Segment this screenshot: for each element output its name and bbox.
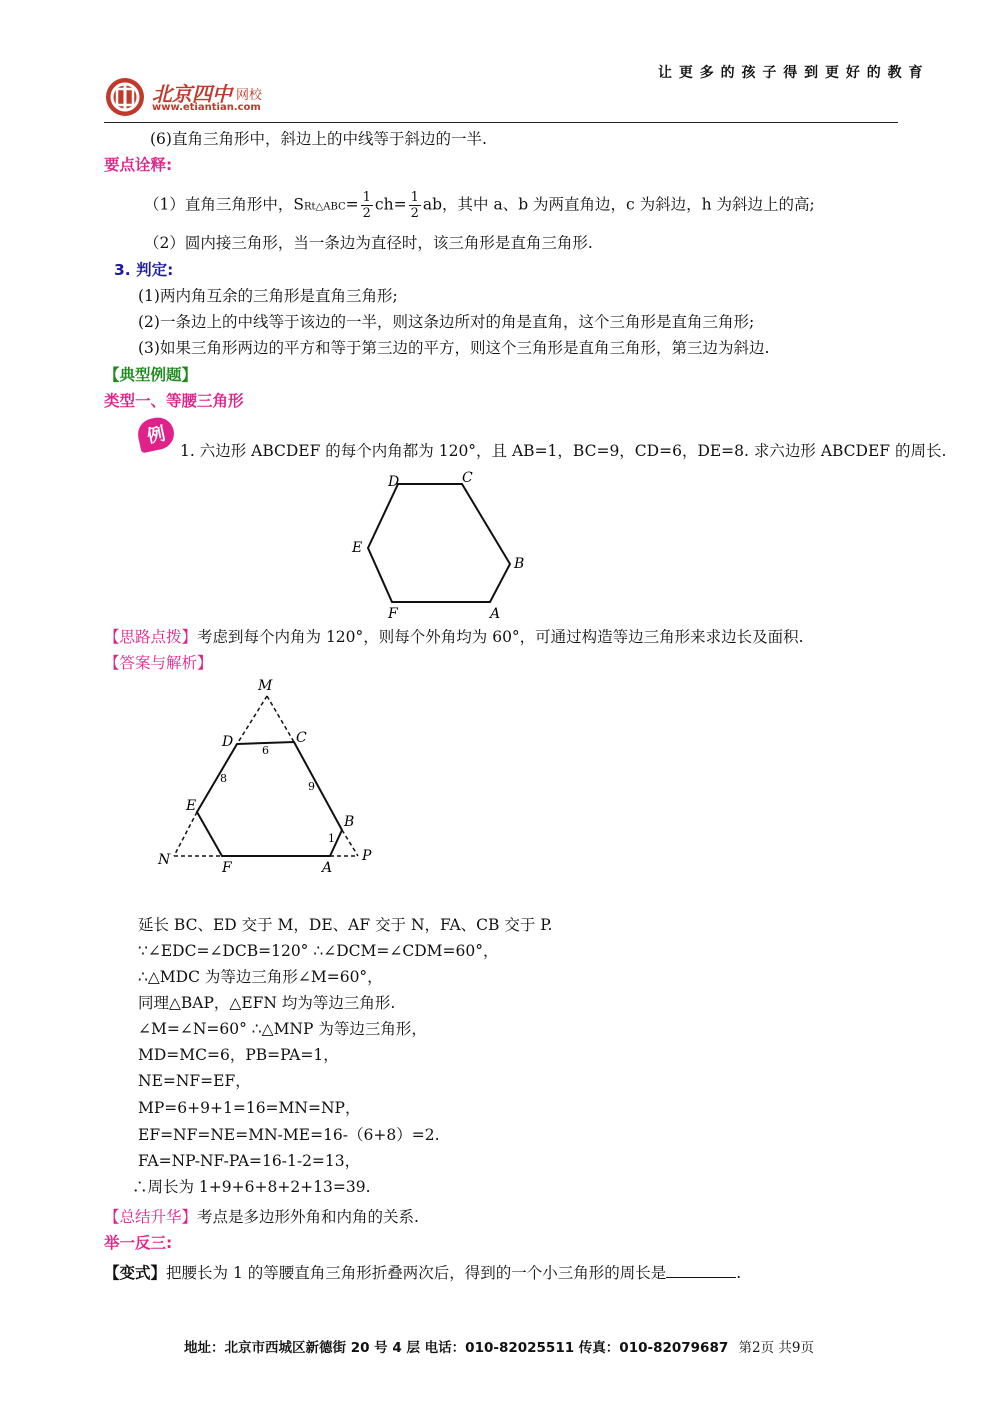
hex-label-E: E: [352, 540, 363, 556]
summary: [104, 1206, 419, 1228]
hex-label-F: F: [388, 606, 398, 622]
solution-step: ∵∠EDC=∠DCB=120° ∴∠DCM=∠CDM=60°，: [138, 942, 499, 960]
tri-label-F: F: [222, 860, 232, 876]
solution-step: FA=NP-NF-PA=16-1-2=13，: [138, 1152, 361, 1170]
frac-num: 1: [362, 190, 371, 205]
summary-text: 考点是多边形外角和内角的关系.: [197, 1208, 419, 1226]
kp1-mid: ch=: [374, 195, 407, 214]
keypoint-1: [144, 190, 815, 221]
kp1-sub: Rt△ABC: [303, 201, 346, 213]
solution-step: ∠M=∠N=60° ∴△MNP 为等边三角形，: [138, 1020, 427, 1038]
hint-text: 考虑到每个内角为 120°，则每个外角均为 60°，可通过构造等边三角形来求边长及面积.: [197, 628, 804, 646]
line-6: (6)直角三角形中，斜边上的中线等于斜边的一半.: [150, 130, 487, 148]
variant-end: .: [736, 1264, 742, 1282]
tri-label-N: N: [158, 852, 171, 868]
footer: [184, 1336, 814, 1356]
tri-label-C: C: [296, 730, 307, 746]
tri-len-bc: 9: [308, 780, 315, 793]
hexagon-figure: [350, 466, 530, 622]
solution-step: MP=6+9+1=16=MN=NP，: [138, 1099, 361, 1117]
example-badge: [135, 415, 177, 454]
tri-label-E: E: [186, 798, 197, 814]
hint-tag: 【思路点拨】: [104, 628, 198, 646]
hexagon-shape: [368, 484, 510, 602]
logo-net: 网校: [236, 88, 263, 103]
dash-mc: [267, 696, 294, 742]
type1-title: 类型一、等腰三角形: [104, 392, 244, 410]
judge-2: (2)一条边上的中线等于该边的一半，则这条边所对的角是直角，这个三角形是直角三角形;: [138, 313, 755, 331]
variant: [104, 1262, 741, 1284]
footer-address: 地址：北京市西城区新德街 20 号 4 层 电话：010-82025511 传真：010-82079687: [184, 1340, 729, 1356]
frac-den: 2: [362, 206, 371, 221]
frac-den: 2: [410, 206, 419, 221]
kp1-frac-2: [409, 190, 421, 221]
tri-len-de: 8: [220, 772, 227, 785]
judge-3: (3)如果三角形两边的平方和等于第三边的平方，则这个三角形是直角三角形，第三边为斜边.: [138, 339, 770, 357]
kp1-frac-1: [361, 190, 373, 221]
tri-label-D: D: [222, 734, 234, 750]
answer-tag: 【答案与解析】: [104, 654, 213, 672]
dash-en: [174, 812, 197, 856]
kp1-suffix: ab，其中 a、b 为两直角边，c 为斜边，h 为斜边上的高;: [422, 195, 815, 214]
logo-url: www.etiantian.com: [152, 102, 261, 113]
frac-num: 1: [410, 190, 419, 205]
judge-1: (1)两内角互余的三角形是直角三角形;: [138, 287, 398, 305]
header-rule: [104, 122, 898, 123]
triangle-figure: [150, 674, 390, 880]
keypoint-2: （2）圆内接三角形，当一条边为直径时，该三角形是直角三角形.: [144, 234, 593, 252]
solution-step: MD=MC=6，PB=PA=1，: [138, 1046, 339, 1064]
tri-len-cd: 6: [262, 744, 269, 757]
tri-label-A: A: [322, 860, 333, 876]
typical-title: 【典型例题】: [104, 366, 198, 384]
tri-label-B: B: [344, 814, 355, 830]
practice-title: 举一反三:: [104, 1234, 173, 1252]
solution-step: NE=NF=EF，: [138, 1072, 251, 1090]
dash-md: [237, 696, 267, 744]
kp1-prefix: （1）直角三角形中，S: [144, 195, 304, 214]
answer-blank: [666, 1263, 736, 1278]
hex-label-D: D: [388, 474, 400, 490]
inner-hexagon: [197, 742, 342, 856]
tri-label-M: M: [258, 678, 273, 694]
kp1-eq: =: [345, 195, 359, 214]
logo-emblem-icon: [104, 76, 146, 118]
tri-len-ab: 1: [328, 832, 335, 845]
keypoint-title: 要点诠释:: [104, 156, 173, 174]
footer-page: 第2页 共9页: [738, 1340, 815, 1356]
solution-step: ∴周长为 1+9+6+8+2+13=39.: [132, 1178, 371, 1196]
summary-tag: 【总结升华】: [104, 1208, 198, 1226]
example-badge-label: 例: [145, 423, 168, 448]
solution-step: 延长 BC、ED 交于 M，DE、AF 交于 N，FA、CB 交于 P.: [138, 916, 553, 934]
dash-bp: [342, 830, 358, 856]
header-slogan: 让 更 多 的 孩 子 得 到 更 好 的 教 育: [658, 65, 924, 81]
hint: [104, 626, 804, 648]
variant-tag: 【变式】: [104, 1264, 167, 1282]
example-1: 1. 六边形 ABCDEF 的每个内角都为 120°，且 AB=1，BC=9，CD=6，DE=8. 求六边形 ABCDEF 的周长.: [180, 442, 947, 460]
solution-step: 同理△BAP，△EFN 均为等边三角形.: [138, 994, 396, 1012]
judge-title: 3. 判定:: [114, 261, 174, 279]
solution-step: EF=NF=NE=MN-ME=16-（6+8）=2.: [138, 1126, 440, 1144]
logo: [104, 76, 304, 120]
solution-step: ∴△MDC 为等边三角形∠M=60°，: [138, 968, 383, 986]
hex-label-A: A: [490, 606, 501, 622]
logo-name: 北京四中: [152, 82, 232, 106]
tri-label-P: P: [362, 848, 372, 864]
variant-text: 把腰长为 1 的等腰直角三角形折叠两次后，得到的一个小三角形的周长是: [166, 1264, 667, 1282]
hex-label-B: B: [514, 556, 525, 572]
hex-label-C: C: [462, 470, 473, 486]
